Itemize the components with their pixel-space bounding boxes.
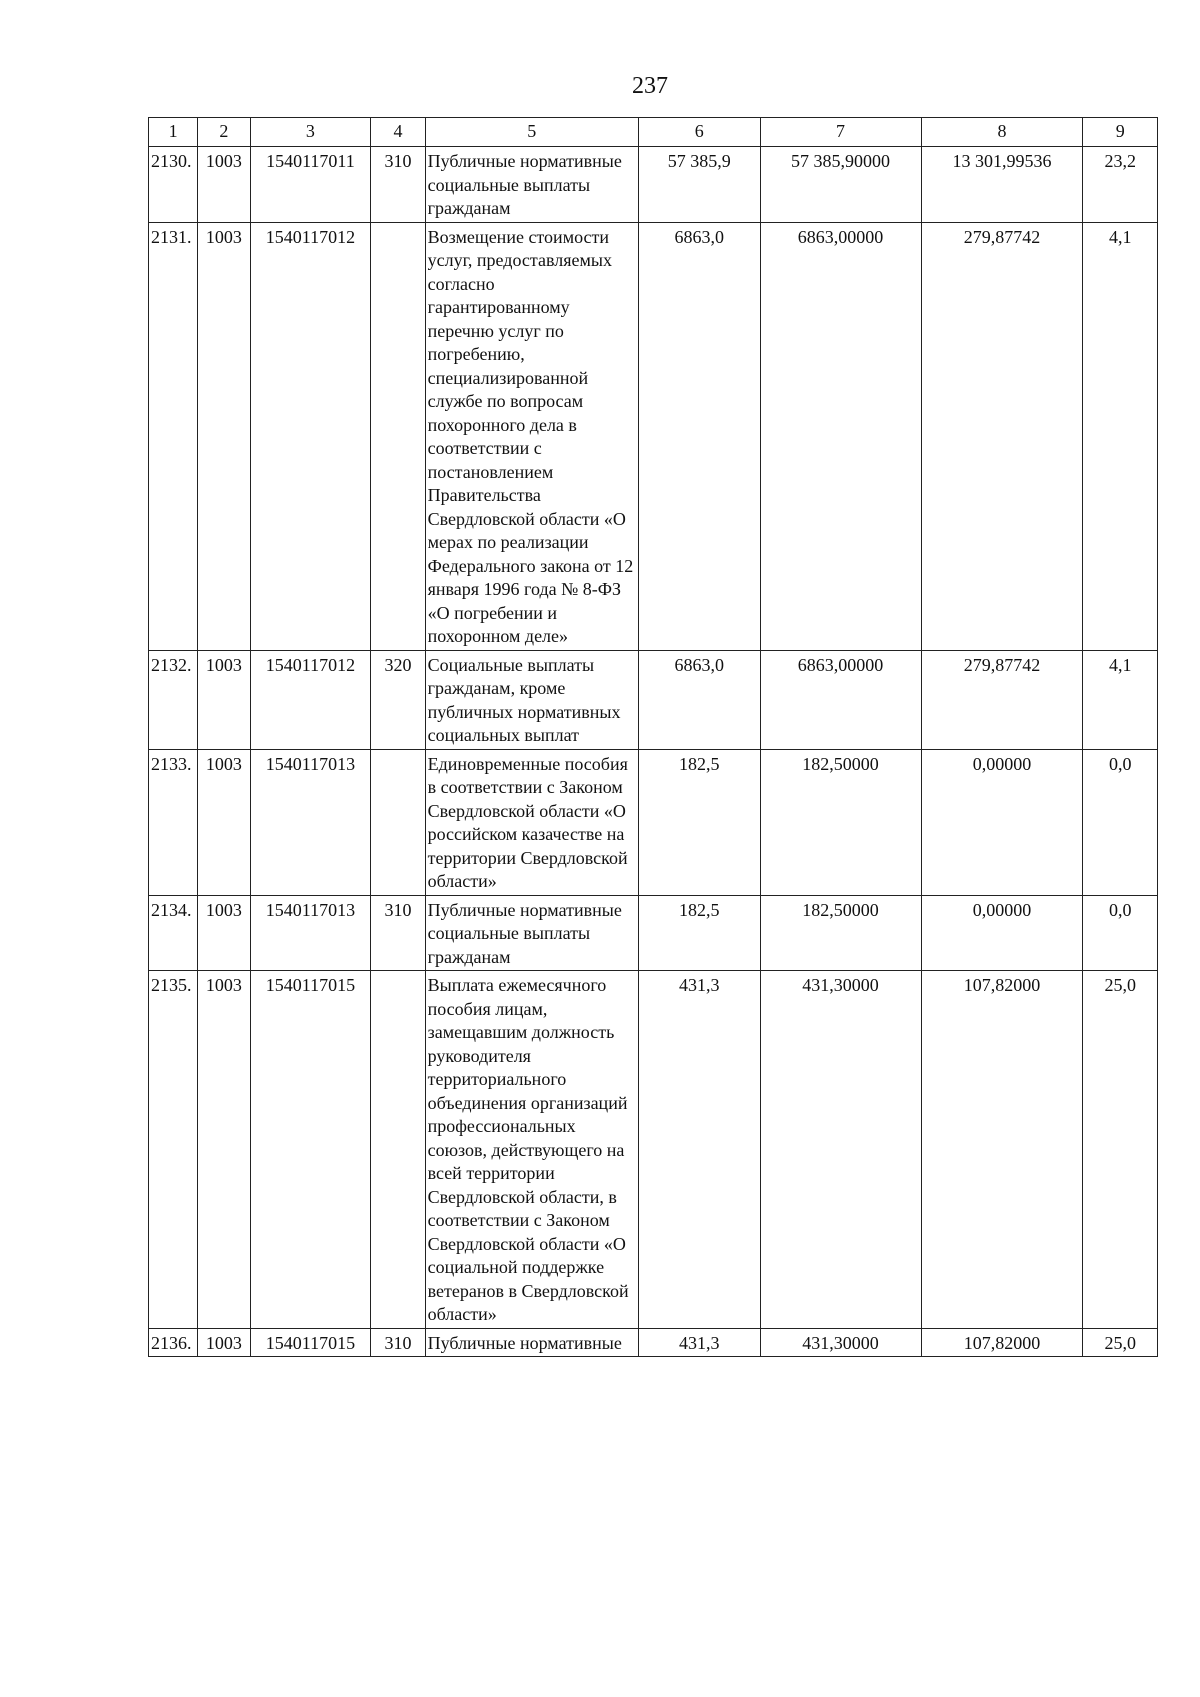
expense-type-cell: [371, 222, 425, 650]
table-row: [149, 650, 1158, 749]
section-code-cell: 1003: [198, 971, 250, 1329]
item-name-cell: Единовременные пособия в соответствии с Законом Свердловской области «О российском казачестве на территории Свердловской области»: [425, 749, 638, 895]
target-code-cell: 1540117012: [250, 222, 371, 650]
percent-cell: 23,2: [1083, 147, 1158, 223]
page-number: 237: [632, 73, 668, 99]
executed-amount-cell: 13 301,99536: [921, 147, 1083, 223]
target-code-cell: 1540117012: [250, 650, 371, 749]
header-cell: 1: [149, 118, 198, 147]
percent-cell: 25,0: [1083, 1328, 1158, 1357]
table-row: [149, 895, 1158, 971]
item-name-cell: Выплата ежемесячного пособия лицам, замещавшим должность руководителя территориального объединения организаций профессиональных союзов, действующего на всей территории Свердловской области, в соответствии с Законом Свердловской области «О социальной поддержке ветеранов в Свердловской области»: [425, 971, 638, 1329]
plan-amount-cell: 431,3: [638, 1328, 760, 1357]
row-number-cell: 2136.: [149, 1328, 198, 1357]
item-name-cell: Публичные нормативные социальные выплаты гражданам: [425, 147, 638, 223]
expense-type-cell: 310: [371, 895, 425, 971]
row-number-cell: 2135.: [149, 971, 198, 1329]
header-cell: 5: [425, 118, 638, 147]
section-code-cell: 1003: [198, 650, 250, 749]
expense-type-cell: 320: [371, 650, 425, 749]
row-number-cell: 2134.: [149, 895, 198, 971]
item-name-cell: Публичные нормативные социальные выплаты гражданам: [425, 895, 638, 971]
target-code-cell: 1540117013: [250, 749, 371, 895]
approved-amount-cell: 431,30000: [760, 971, 921, 1329]
plan-amount-cell: 182,5: [638, 749, 760, 895]
section-code-cell: 1003: [198, 749, 250, 895]
item-name-cell: Социальные выплаты гражданам, кроме публичных нормативных социальных выплат: [425, 650, 638, 749]
table-header-row: [149, 118, 1158, 147]
target-code-cell: 1540117015: [250, 971, 371, 1329]
budget-table: [148, 117, 1158, 1357]
target-code-cell: 1540117015: [250, 1328, 371, 1357]
header-cell: 9: [1083, 118, 1158, 147]
approved-amount-cell: 6863,00000: [760, 650, 921, 749]
expense-type-cell: [371, 749, 425, 895]
table-row: [149, 222, 1158, 650]
header-cell: 4: [371, 118, 425, 147]
plan-amount-cell: 182,5: [638, 895, 760, 971]
executed-amount-cell: 279,87742: [921, 222, 1083, 650]
plan-amount-cell: 431,3: [638, 971, 760, 1329]
header-cell: 3: [250, 118, 371, 147]
approved-amount-cell: 57 385,90000: [760, 147, 921, 223]
item-name-cell: Возмещение стоимости услуг, предоставляемых согласно гарантированному перечню услуг по погребению, специализированной службе по вопросам похоронного дела в соответствии с постановлением Правительства Свердловской области «О мерах по реализации Федерального закона от 12 января 1996 года № 8-ФЗ «О погребении и похоронном деле»: [425, 222, 638, 650]
plan-amount-cell: 6863,0: [638, 650, 760, 749]
percent-cell: 0,0: [1083, 749, 1158, 895]
plan-amount-cell: 6863,0: [638, 222, 760, 650]
row-number-cell: 2133.: [149, 749, 198, 895]
table-row: [149, 1328, 1158, 1357]
table-row: [149, 147, 1158, 223]
approved-amount-cell: 182,50000: [760, 895, 921, 971]
row-number-cell: 2130.: [149, 147, 198, 223]
section-code-cell: 1003: [198, 147, 250, 223]
percent-cell: 25,0: [1083, 971, 1158, 1329]
approved-amount-cell: 431,30000: [760, 1328, 921, 1357]
header-cell: 6: [638, 118, 760, 147]
expense-type-cell: [371, 971, 425, 1329]
table-row: [149, 749, 1158, 895]
header-cell: 2: [198, 118, 250, 147]
plan-amount-cell: 57 385,9: [638, 147, 760, 223]
section-code-cell: 1003: [198, 1328, 250, 1357]
table-row: [149, 971, 1158, 1329]
approved-amount-cell: 6863,00000: [760, 222, 921, 650]
executed-amount-cell: 279,87742: [921, 650, 1083, 749]
percent-cell: 4,1: [1083, 650, 1158, 749]
expense-type-cell: 310: [371, 1328, 425, 1357]
target-code-cell: 1540117013: [250, 895, 371, 971]
item-name-cell: Публичные нормативные: [425, 1328, 638, 1357]
header-cell: 8: [921, 118, 1083, 147]
expense-type-cell: 310: [371, 147, 425, 223]
row-number-cell: 2132.: [149, 650, 198, 749]
section-code-cell: 1003: [198, 222, 250, 650]
approved-amount-cell: 182,50000: [760, 749, 921, 895]
header-cell: 7: [760, 118, 921, 147]
executed-amount-cell: 107,82000: [921, 1328, 1083, 1357]
executed-amount-cell: 107,82000: [921, 971, 1083, 1329]
section-code-cell: 1003: [198, 895, 250, 971]
percent-cell: 4,1: [1083, 222, 1158, 650]
executed-amount-cell: 0,00000: [921, 895, 1083, 971]
target-code-cell: 1540117011: [250, 147, 371, 223]
percent-cell: 0,0: [1083, 895, 1158, 971]
executed-amount-cell: 0,00000: [921, 749, 1083, 895]
row-number-cell: 2131.: [149, 222, 198, 650]
